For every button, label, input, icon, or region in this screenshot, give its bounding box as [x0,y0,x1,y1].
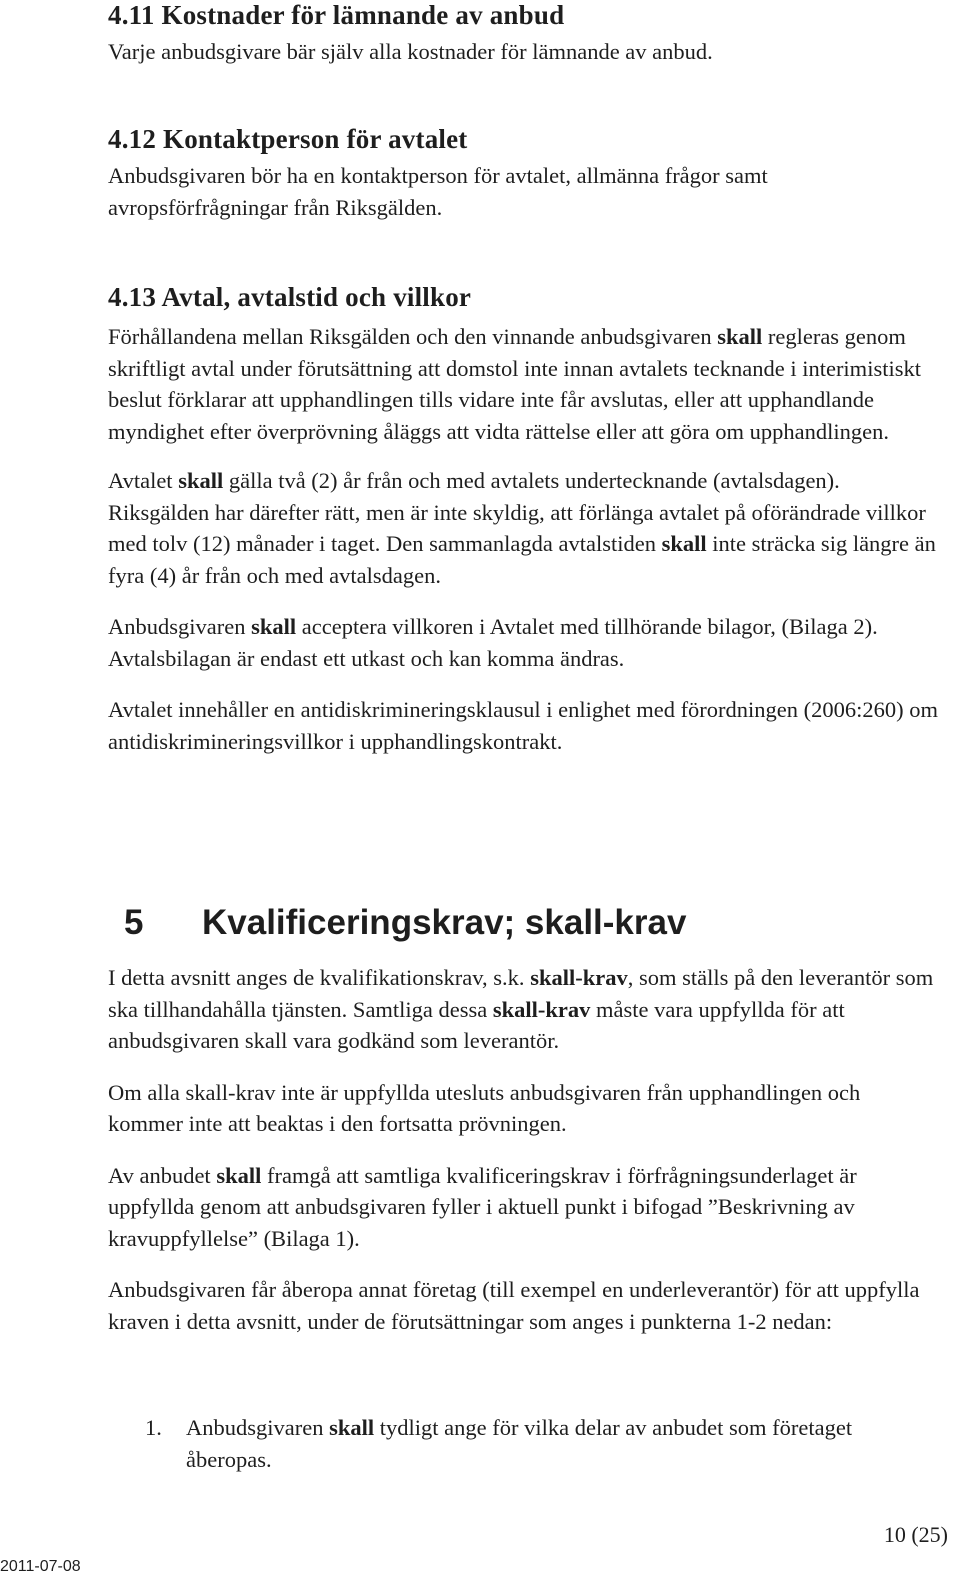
emphasis: skall [717,324,763,349]
emphasis: skall [178,468,224,493]
list-item-text [186,1412,926,1475]
text-run: Avtalet [108,468,179,493]
text-run: tydligt ange för vilka delar av anbudet som företaget åberopas. [186,1415,853,1472]
text-run: regleras genom skriftligt avtal under förutsättning att domstol inte innan avtalets tecknande i interimistiskt beslut förklarar att upphandlingen tills vidare inte får avslutas, eller att upphandlande myndighet efter överprövning åläggs att vidta rättelse eller att göra om upphandlingen. [108,324,921,444]
paragraph [108,321,943,447]
paragraph: Avtalet innehåller en antidiskrimineringsklausul i enlighet med förordningen (2006:260) om antidiskrimineringsvillkor i upphandlingskontrakt. [108,697,939,754]
text-run: Anbudsgivaren [108,614,252,639]
paragraph: Om alla skall-krav inte är uppfyllda utesluts anbudsgivaren från upphandlingen och kommer inte att beaktas i den fortsatta prövningen. [108,1079,861,1136]
text-run: Förhållandena mellan Riksgälden och den vinnande anbudsgivaren [108,324,718,349]
emphasis: skall [251,614,297,639]
paragraph [108,465,943,591]
text-run: acceptera villkoren i Avtalet med tillhörande bilagor, (Bilaga 2). Avtalsbilagan är endast ett utkast och kan komma ändras. [108,614,878,671]
section-4-12 [108,124,943,223]
paragraph [108,611,943,674]
footer-date: 2011-07-08 [0,1558,81,1575]
page-number: 10 (25) [883,1522,948,1547]
text-run: gälla två (2) år från och med avtalets undertecknande (avtalsdagen). Riksgälden har därefter rätt, men är inte skyldig, att förlänga avtalet på oförändrade villkor med tolv (12) månader i taget. Den sammanlagda avtalstiden [108,468,926,556]
text-run: inte sträcka sig längre än fyra (4) år från och med avtalsdagen. [108,531,936,588]
text-run: framgå att samtliga kvalificeringskrav i förfrågningsunderlaget är uppfyllda genom att anbudsgivaren fyller i aktuell punkt i bifogad ”Beskrivning av kravuppfyllelse” (Bilaga 1). [108,1162,857,1251]
emphasis: skall-krav [492,996,591,1022]
section-4-13 [108,282,943,757]
paragraph: Varje anbudsgivare bär själv alla kostnader för lämnande av anbud. [108,39,713,64]
text-run: , som ställs på den leverantör som ska tillhandahålla tjänsten. Samtliga dessa [108,965,934,1022]
chapter-heading [124,902,686,944]
chapter-title: Kvalificeringskrav; skall-krav [202,903,687,942]
list-marker: 1. [145,1415,162,1440]
emphasis: skall-krav [530,965,628,990]
text-run: Anbudsgivaren [186,1415,330,1440]
text-run: Av anbudet [108,1162,217,1188]
section-heading: 4.12 Kontaktperson för avtalet [108,124,468,154]
paragraph: Anbudsgivaren bör ha en kontaktperson för avtalet, allmänna frågor samt avropsförfrågningar från Riksgälden. [108,163,768,220]
text-run: måste vara uppfyllda för att anbudsgivaren skall vara godkänd som leverantör. [108,996,845,1053]
emphasis: skall [329,1415,375,1440]
paragraph [108,1160,943,1255]
section-heading: 4.11 Kostnader för lämnande av anbud [108,0,565,30]
section-4-11 [108,0,943,68]
emphasis: skall [216,1162,262,1188]
section-heading: 4.13 Avtal, avtalstid och villkor [108,282,472,312]
section-5 [108,962,943,1337]
paragraph [108,962,943,1057]
emphasis: skall [661,531,707,556]
chapter-number: 5 [124,903,144,942]
text-run: I detta avsnitt anges de kvalifikationskrav, s.k. [108,965,531,990]
paragraph: Anbudsgivaren får åberopa annat företag (till exempel en underleverantör) för att uppfylla kraven i detta avsnitt, under de förutsättningar som anges i punkterna 1-2 nedan: [108,1277,920,1334]
